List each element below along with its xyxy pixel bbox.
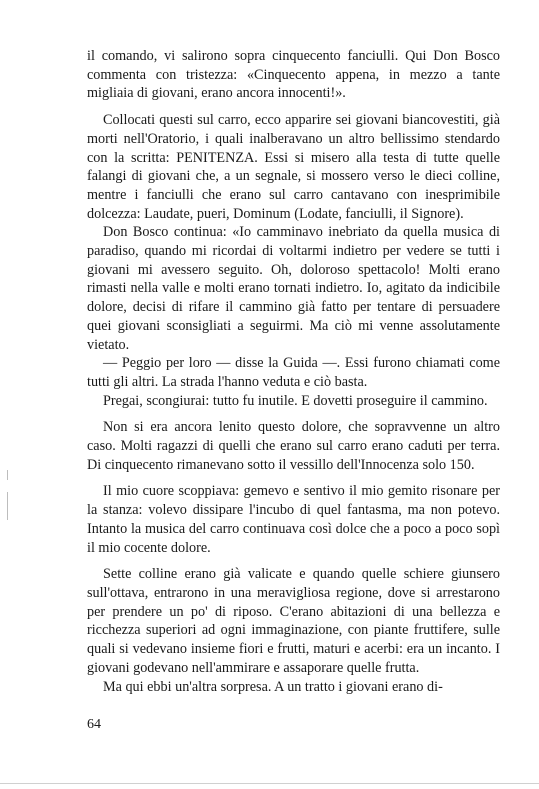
paragraph-1: il comando, vi salirono sopra cinquecento fanciulli. Qui Don Bosco commenta con tristezza: «Cinquecento appena, in mezzo a tante migliaia di giovani, erano ancora innocenti!». [87,48,500,102]
scan-margin-mark [7,492,8,520]
scan-margin-mark [7,470,8,480]
paragraph-5: Pregai, scongiurai: tutto fu inutile. E dovetti proseguire il cammino. [103,392,488,409]
scan-bottom-edge [0,783,539,784]
page-body-text [87,47,500,696]
page-number: 64 [87,717,101,732]
paragraph-9: Ma qui ebbi un'altra sorpresa. A un tratto i giovani erano di- [103,678,443,695]
paragraph-6: Non si era ancora lenito questo dolore, che sopravvenne un altro caso. Molti ragazzi di quelli che erano sul carro erano caduti per terra. Di cinquecento rimanevano sotto il vessillo dell'Innocenza solo 150. [87,419,500,473]
paragraph-2: Collocati questi sul carro, ecco apparire sei giovani biancovestiti, già morti nell'Oratorio, i quali inalberavano un altro bellissimo stendardo con la scritta: PENITENZA. Essi si misero alla testa di tutte quelle falangi di giovani che, a un segnale, si mossero verso le dieci colline, mentre i fanciulli che erano sul carro cantavano con inesprimibile dolcezza: Laudate, pueri, Dominum (Lodate, fanciulli, il Signore). [87,112,500,222]
paragraph-4: — Peggio per loro — disse la Guida —. Essi furono chiamati come tutti gli altri. La strada l'hanno veduta e ciò basta. [87,355,500,390]
paragraph-7: Il mio cuore scoppiava: gemevo e sentivo il mio gemito risonare per la stanza: volevo dissipare l'incubo di quel fantasma, ma non potevo. Intanto la musica del carro continuava così dolce che a poco a poco sopì il mio cocente dolore. [87,483,500,556]
paragraph-3: Don Bosco continua: «Io camminavo inebriato da quella musica di paradiso, quando mi ricordai di voltarmi indietro per vedere se tutti i giovani mi avessero seguito. Oh, doloroso spettacolo! Molti erano rimasti nella valle e molti erano tornati indietro. Io, agitato da indicibile dolore, decisi di rifare il cammino già fatto per tentare di persuadere quei giovani sconsigliati a seguirmi. Ma ciò mi venne assolutamente vietato. [87,224,500,353]
paragraph-8: Sette colline erano già valicate e quando quelle schiere giunsero sull'ottava, entrarono in una meravigliosa regione, dove si arrestarono per prendere un po' di riposo. C'erano abitazioni di una bellezza e ricchezza superiori ad ogni immaginazione, con piante fruttifere, sulle quali si vedevano insieme fiori e frutti, maturi e acerbi: era un incanto. I giovani godevano nell'ammirare e assaporare quelle frutta. [87,566,500,676]
